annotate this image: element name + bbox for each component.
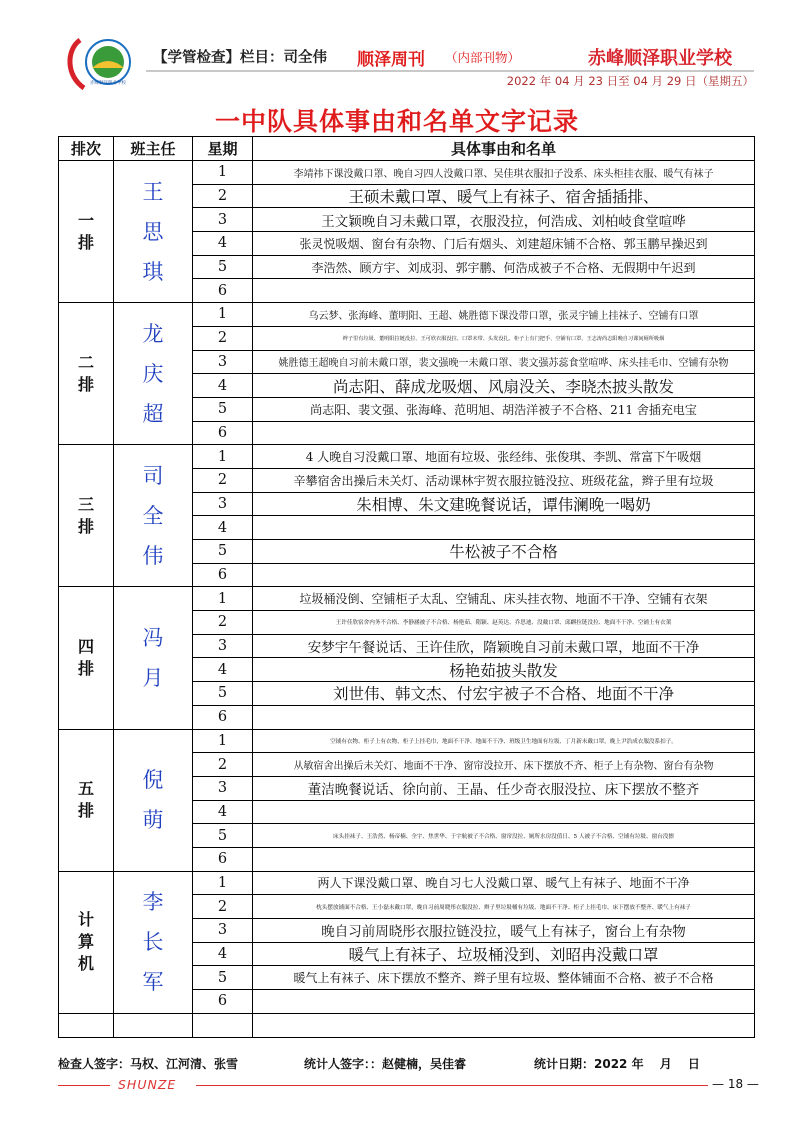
detail-cell: 尚志阳、裴文强、张海峰、范明旭、胡浩洋被子不合格、211 舍插充电宝: [253, 397, 755, 421]
weekday-number: 4: [193, 800, 253, 824]
weekday-number: 6: [193, 847, 253, 871]
table-row: [59, 161, 755, 185]
weekday-number: 3: [193, 208, 253, 232]
weekday-number: 6: [193, 563, 253, 587]
detail-cell: 李靖祎下课没戴口罩、晚自习四人没戴口罩、吴佳琪衣服扣子没系、床头柜挂衣服、暖气有袜子: [253, 161, 755, 185]
homeroom-teacher: [114, 587, 193, 729]
detail-cell: [253, 847, 755, 871]
detail-cell: [253, 516, 755, 540]
detail-cell: 暖气上有袜子、床下摆放不整齐、辫子里有垃圾、整体铺面不合格、被子不合格: [253, 966, 755, 990]
weekday-number: 1: [193, 871, 253, 895]
footer-divider-right: [196, 1085, 708, 1086]
detail-cell: [253, 990, 755, 1014]
weekday-number: 6: [193, 990, 253, 1014]
row-group-label-text: 五排: [78, 779, 95, 821]
detail-cell: 姚胜德王超晚自习前未戴口罩，裴文强晚一未戴口罩、裴文强苏蕊食堂喧哗、床头挂毛巾、空铺有杂物: [253, 350, 755, 374]
homeroom-teacher: [114, 303, 193, 445]
homeroom-teacher: [114, 161, 193, 303]
logo-text: 赤峰顺泽职业学校: [90, 81, 126, 86]
detail-cell: 乌云梦、张海峰、董明阳、王超、姚胜德下课没带口罩，张灵宇铺上挂袜子、空铺有口罩: [253, 303, 755, 327]
internal-label: （内部刊物）: [445, 50, 521, 65]
detail-cell: 两人下课没戴口罩、晚自习七人没戴口罩、暖气上有袜子、地面不干净: [253, 871, 755, 895]
detail-cell: 空铺有衣物、柜子上有衣物，柜子上挂毛巾，地面不干净、地面不干净、班级卫生地面有垃圾、丁月新未戴口罩，晚上尹浩成衣服没系扣子。: [253, 729, 755, 753]
row-group-label: [59, 161, 114, 303]
weekday-number: 3: [193, 492, 253, 516]
row-group-label-text: 二排: [78, 352, 95, 394]
detail-cell: [253, 421, 755, 445]
detail-cell: 安梦宇午餐说话、王许佳欣，隋颖晚自习前未戴口罩，地面不干净: [253, 634, 755, 658]
homeroom-teacher: [114, 445, 193, 587]
detail-cell: 辛攀宿舍出操后未关灯、活动课林宇贺衣服拉链没拉、班级花盆，辫子里有垃圾: [253, 468, 755, 492]
detail-cell: 尚志阳、薛成龙吸烟、风扇没关、李晓杰披头散发: [253, 374, 755, 398]
blank-row: [59, 1013, 755, 1037]
weekday-number: 1: [193, 587, 253, 611]
table-row: [59, 445, 755, 469]
table-row: [59, 587, 755, 611]
detail-cell: 垃圾桶没倒、空铺柜子太乱、空铺乱、床头挂衣物、地面不干净、空铺有衣架: [253, 587, 755, 611]
weekday-number: 5: [193, 966, 253, 990]
row-group-label-text: 三排: [78, 494, 95, 536]
weekday-number: 1: [193, 161, 253, 185]
page-number: — 18 —: [712, 1077, 759, 1091]
table-row: [59, 303, 755, 327]
table-body: [59, 161, 755, 1014]
homeroom-teacher-name: 倪萌: [142, 768, 164, 833]
homeroom-teacher-name: 司全伟: [142, 463, 164, 568]
detail-cell: 暖气上有袜子、垃圾桶没到、刘昭冉没戴口罩: [253, 942, 755, 966]
header-cell-details: 具体事由和名单: [253, 137, 755, 161]
homeroom-teacher-name: 王思琪: [142, 179, 164, 284]
statistics-date: 统计日期：2022 年 月 日: [534, 1057, 700, 1071]
school-name: 赤峰顺泽职业学校: [588, 48, 732, 69]
header-cell-teacher: 班主任: [114, 137, 193, 161]
homeroom-teacher: [114, 871, 193, 1013]
detail-cell: 张灵悦吸烟、窗台有杂物、门后有烟头、刘建超床铺不合格、郭玉鹏早操迟到: [253, 232, 755, 256]
weekday-number: 5: [193, 397, 253, 421]
weekday-number: 1: [193, 729, 253, 753]
detail-cell: 从敏宿舍出操后未关灯、地面不干净、窗帘没拉开、床下摆放不齐、柜子上有杂物、窗台有杂物: [253, 753, 755, 777]
detail-cell: 辫子里有垃圾、董明阳拉链没拉、王可欣衣服没拉、口罩未带、头发没扎、柜子上有门把手、空铺有口罩、王志涛尚志阳晚自习课间厕所吸烟: [253, 326, 755, 350]
weekday-number: 2: [193, 753, 253, 777]
row-group-label-text: 四排: [78, 636, 95, 678]
weekday-number: 3: [193, 776, 253, 800]
brand-title: 顺泽周刊: [357, 50, 425, 70]
inspector-signature: 检查人签字：马权、江河清、张雪: [58, 1057, 239, 1071]
row-group-label: [59, 445, 114, 587]
row-group-label-text: 一排: [78, 210, 95, 252]
weekday-number: 2: [193, 895, 253, 919]
statistician-signature: 统计人签字：：赵健楠，吴佳睿: [304, 1057, 467, 1071]
weekday-number: 3: [193, 919, 253, 943]
date-range: 2022 年 04 月 23 日至 04 月 29 日（星期五）: [506, 74, 754, 88]
row-group-label: [59, 303, 114, 445]
detail-cell: [253, 705, 755, 729]
detail-cell: 王硕未戴口罩、暖气上有袜子、宿舍插插排、: [253, 184, 755, 208]
detail-cell: 4 人晚自习没戴口罩、地面有垃圾、张经纬、张俊琪、李凯、常富下午吸烟: [253, 445, 755, 469]
weekday-number: 5: [193, 824, 253, 848]
weekday-number: 3: [193, 634, 253, 658]
detail-cell: 董洁晚餐说话、徐向前、王晶、任少奇衣服没拉、床下摆放不整齐: [253, 776, 755, 800]
footer-divider-left: [58, 1085, 110, 1086]
weekday-number: 4: [193, 232, 253, 256]
table-header-row: [59, 137, 755, 161]
detail-cell: 晚自习前周晓彤衣服拉链没拉，暖气上有袜子，窗台上有杂物: [253, 919, 755, 943]
weekday-number: 5: [193, 255, 253, 279]
weekday-number: 4: [193, 658, 253, 682]
page-title: 一中队具体事由和名单文字记录: [214, 107, 579, 136]
weekday-number: 3: [193, 350, 253, 374]
weekday-number: 5: [193, 540, 253, 564]
header-cell-day: 星期: [193, 137, 253, 161]
header-cell-row-order: 排次: [59, 137, 114, 161]
weekday-number: 2: [193, 184, 253, 208]
detail-cell: 刘世伟、韩文杰、付宏宇被子不合格、地面不干净: [253, 682, 755, 706]
detail-cell: [253, 563, 755, 587]
header-divider: [146, 70, 754, 72]
row-group-label-text: 计算机: [78, 910, 95, 974]
weekday-number: 2: [193, 611, 253, 635]
row-group-label: [59, 729, 114, 871]
weekday-number: 2: [193, 468, 253, 492]
detail-cell: 床头挂袜子、王浩然、杨帝楠、全宇、焦世华、于宇航被子不合格、窗帘没拉、厕所水房没值日、5 人被子不合格、空铺有垃圾、窗台没擦: [253, 824, 755, 848]
weekday-number: 4: [193, 374, 253, 398]
weekday-number: 6: [193, 421, 253, 445]
homeroom-teacher-name: 冯月: [142, 625, 164, 690]
footer-brand: SHUNZE: [118, 1077, 177, 1092]
table-row: [59, 871, 755, 895]
homeroom-teacher-name: 龙庆超: [142, 321, 164, 426]
row-group-label: [59, 871, 114, 1013]
column-label: 【学管检查】栏目：司全伟: [153, 50, 327, 66]
detail-cell: 枕头摆放铺面不合格、王小磊未戴口罩，晚自习前周晓彤衣服没拉、辫子里垃圾桶有垃圾、地面不干净、柜子上挂毛巾、床下摆放不整齐、暖气上有袜子: [253, 895, 755, 919]
weekday-number: 4: [193, 942, 253, 966]
weekday-number: 1: [193, 303, 253, 327]
weekday-number: 1: [193, 445, 253, 469]
weekday-number: 6: [193, 279, 253, 303]
school-logo: [62, 32, 148, 92]
weekday-number: 2: [193, 326, 253, 350]
detail-cell: 牛松被子不合格: [253, 540, 755, 564]
weekday-number: 4: [193, 516, 253, 540]
record-table: [58, 136, 755, 1038]
signature-line: [58, 1055, 758, 1072]
detail-cell: 杨艳茹披头散发: [253, 658, 755, 682]
detail-cell: 王文颖晚自习未戴口罩，衣服没拉，何浩成、刘柏岐食堂喧哗: [253, 208, 755, 232]
detail-cell: [253, 800, 755, 824]
row-group-label: [59, 587, 114, 729]
detail-cell: 王许佳欣宿舍内务不合格、李静涵被子不合格、杨艳茹、隋颖、赵英达、乔思迪、没戴口罩、邱麒拉链没拉、地面不干净、空铺上有衣架: [253, 611, 755, 635]
weekday-number: 6: [193, 705, 253, 729]
detail-cell: 朱相博、朱文建晚餐说话，谭伟澜晚一喝奶: [253, 492, 755, 516]
homeroom-teacher-name: 李长军: [142, 890, 164, 995]
detail-cell: 李浩然、顾方宇、刘成羽、郭宇鹏、何浩成被子不合格、无假期中午迟到: [253, 255, 755, 279]
weekday-number: 5: [193, 682, 253, 706]
table-row: [59, 729, 755, 753]
homeroom-teacher: [114, 729, 193, 871]
detail-cell: [253, 279, 755, 303]
